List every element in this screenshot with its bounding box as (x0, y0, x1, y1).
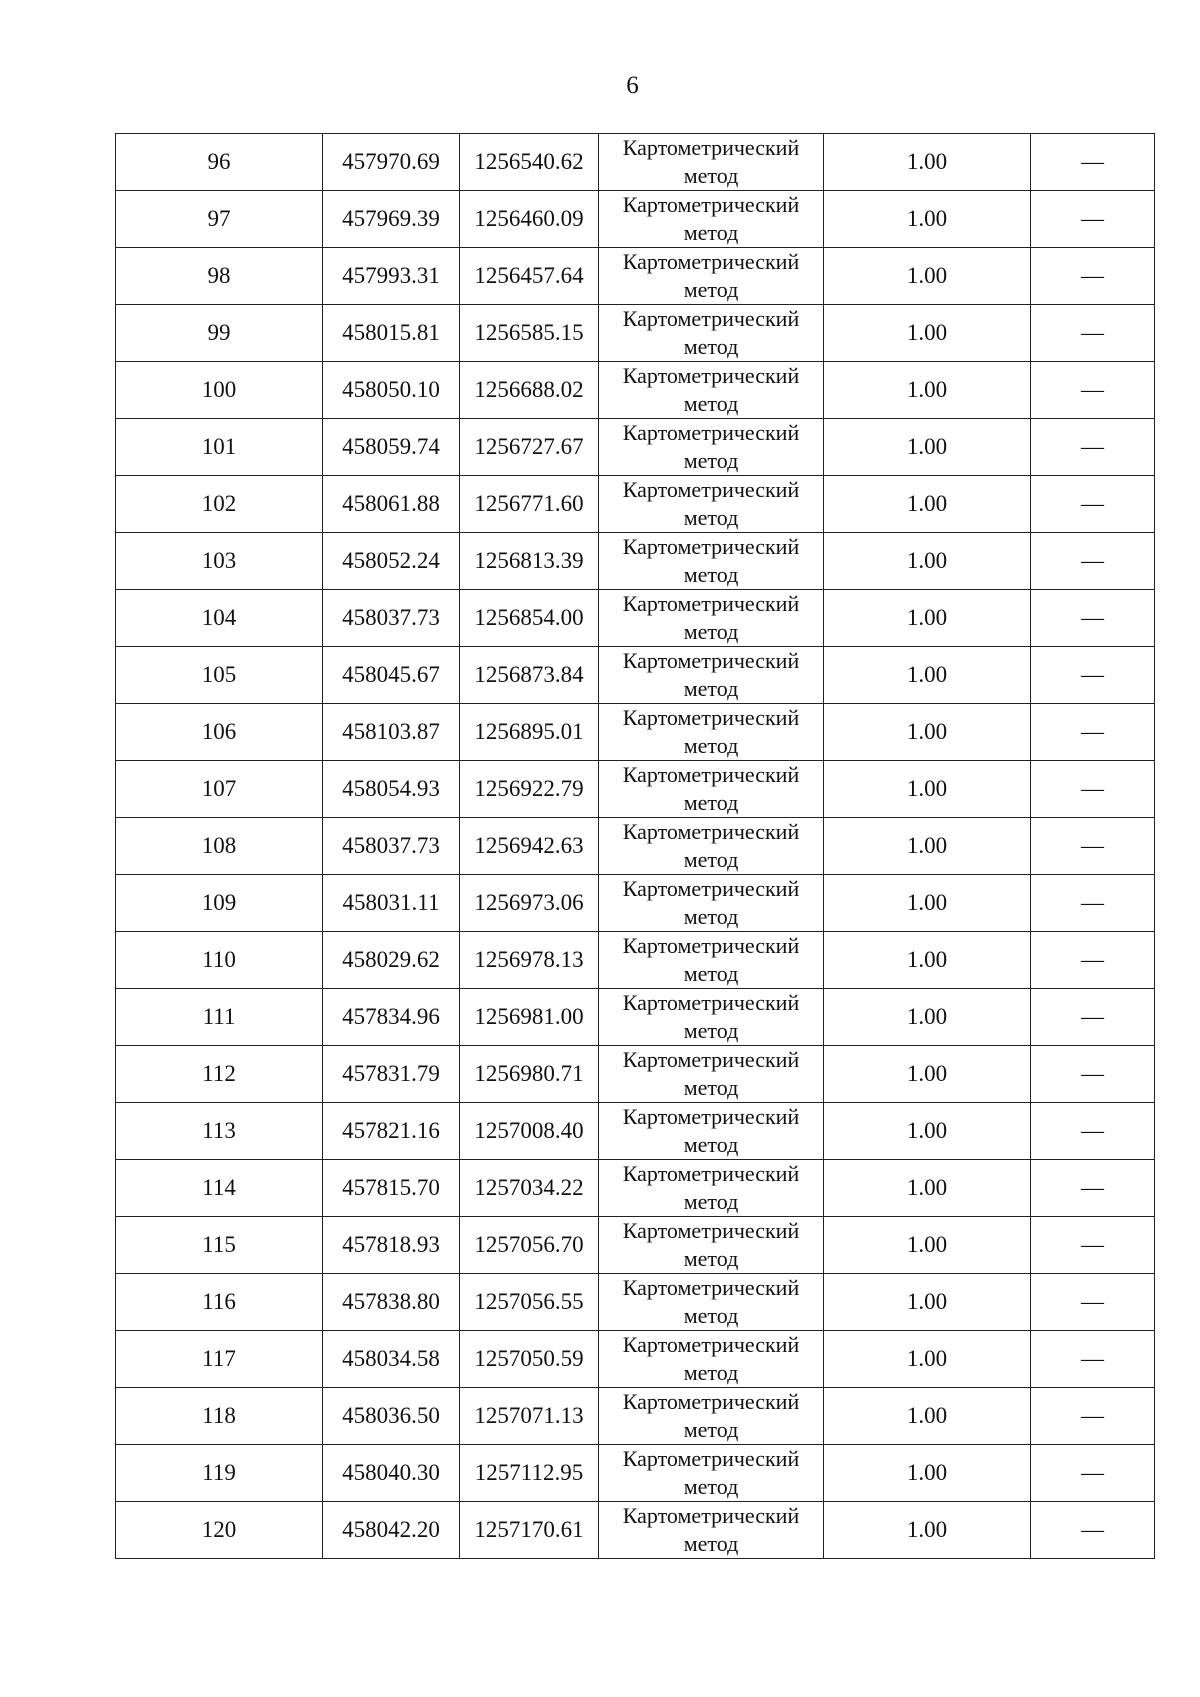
note-cell: — (1031, 191, 1155, 248)
method-line-1: Картометрический (622, 1161, 800, 1186)
table-row (116, 362, 1155, 419)
x-coordinate-cell: 457818.93 (323, 1217, 460, 1274)
x-coordinate-cell: 458037.73 (323, 818, 460, 875)
method-cell (599, 134, 824, 191)
accuracy-cell: 1.00 (824, 1502, 1031, 1559)
y-coordinate-cell: 1256973.06 (460, 875, 599, 932)
point-number-cell: 108 (116, 818, 323, 875)
x-coordinate-cell: 458040.30 (323, 1445, 460, 1502)
method-cell (599, 1274, 824, 1331)
point-number-cell: 118 (116, 1388, 323, 1445)
method-line-2: метод (683, 1075, 739, 1100)
y-coordinate-cell: 1256540.62 (460, 134, 599, 191)
table-row (116, 932, 1155, 989)
accuracy-cell: 1.00 (824, 533, 1031, 590)
x-coordinate-cell: 458037.73 (323, 590, 460, 647)
point-number-cell: 100 (116, 362, 323, 419)
y-coordinate-cell: 1256895.01 (460, 704, 599, 761)
y-coordinate-cell: 1256942.63 (460, 818, 599, 875)
method-cell (599, 761, 824, 818)
accuracy-cell: 1.00 (824, 590, 1031, 647)
point-number-cell: 97 (116, 191, 323, 248)
y-coordinate-cell: 1257050.59 (460, 1331, 599, 1388)
method-line-1: Картометрический (622, 1104, 800, 1129)
y-coordinate-cell: 1256688.02 (460, 362, 599, 419)
x-coordinate-cell: 457993.31 (323, 248, 460, 305)
note-cell: — (1031, 1274, 1155, 1331)
point-number-cell: 104 (116, 590, 323, 647)
point-number-cell: 105 (116, 647, 323, 704)
method-line-2: метод (683, 676, 739, 701)
y-coordinate-cell: 1256922.79 (460, 761, 599, 818)
method-line-1: Картометрический (622, 591, 800, 616)
x-coordinate-cell: 457821.16 (323, 1103, 460, 1160)
x-coordinate-cell: 458034.58 (323, 1331, 460, 1388)
method-line-1: Картометрический (622, 363, 800, 388)
table-row (116, 818, 1155, 875)
method-line-2: метод (683, 619, 739, 644)
accuracy-cell: 1.00 (824, 419, 1031, 476)
method-line-1: Картометрический (622, 1332, 800, 1357)
table-row (116, 248, 1155, 305)
x-coordinate-cell: 458054.93 (323, 761, 460, 818)
note-cell: — (1031, 704, 1155, 761)
note-cell: — (1031, 476, 1155, 533)
note-cell: — (1031, 1046, 1155, 1103)
method-cell (599, 932, 824, 989)
method-line-1: Картометрический (622, 1218, 800, 1243)
point-number-cell: 120 (116, 1502, 323, 1559)
method-line-1: Картометрический (622, 1047, 800, 1072)
method-cell (599, 1103, 824, 1160)
point-number-cell: 103 (116, 533, 323, 590)
method-cell (599, 362, 824, 419)
method-cell (599, 704, 824, 761)
method-line-2: метод (683, 733, 739, 758)
method-cell (599, 476, 824, 533)
method-cell (599, 533, 824, 590)
method-line-1: Картометрический (622, 762, 800, 787)
accuracy-cell: 1.00 (824, 1274, 1031, 1331)
note-cell: — (1031, 932, 1155, 989)
method-line-2: метод (683, 847, 739, 872)
y-coordinate-cell: 1257071.13 (460, 1388, 599, 1445)
x-coordinate-cell: 458015.81 (323, 305, 460, 362)
method-line-1: Картометрический (622, 1503, 800, 1528)
note-cell: — (1031, 1217, 1155, 1274)
y-coordinate-cell: 1257112.95 (460, 1445, 599, 1502)
x-coordinate-cell: 458042.20 (323, 1502, 460, 1559)
table-row (116, 761, 1155, 818)
point-number-cell: 99 (116, 305, 323, 362)
method-line-2: метод (683, 391, 739, 416)
point-number-cell: 110 (116, 932, 323, 989)
method-line-2: метод (683, 904, 739, 929)
table-row (116, 1160, 1155, 1217)
note-cell: — (1031, 305, 1155, 362)
x-coordinate-cell: 458050.10 (323, 362, 460, 419)
accuracy-cell: 1.00 (824, 191, 1031, 248)
y-coordinate-cell: 1257056.70 (460, 1217, 599, 1274)
table-row (116, 476, 1155, 533)
y-coordinate-cell: 1257008.40 (460, 1103, 599, 1160)
note-cell: — (1031, 1331, 1155, 1388)
method-line-2: метод (683, 1132, 739, 1157)
table-row (116, 590, 1155, 647)
point-number-cell: 111 (116, 989, 323, 1046)
x-coordinate-cell: 458036.50 (323, 1388, 460, 1445)
point-number-cell: 117 (116, 1331, 323, 1388)
x-coordinate-cell: 457831.79 (323, 1046, 460, 1103)
accuracy-cell: 1.00 (824, 362, 1031, 419)
accuracy-cell: 1.00 (824, 1046, 1031, 1103)
accuracy-cell: 1.00 (824, 818, 1031, 875)
y-coordinate-cell: 1256727.67 (460, 419, 599, 476)
table-row (116, 419, 1155, 476)
note-cell: — (1031, 761, 1155, 818)
page-number: 6 (626, 72, 639, 99)
table-row (116, 1331, 1155, 1388)
method-line-2: метод (683, 1531, 739, 1556)
method-line-1: Картометрический (622, 705, 800, 730)
x-coordinate-cell: 458052.24 (323, 533, 460, 590)
table-row (116, 134, 1155, 191)
method-line-2: метод (683, 1246, 739, 1271)
table-row (116, 1445, 1155, 1502)
point-number-cell: 101 (116, 419, 323, 476)
table-row (116, 1388, 1155, 1445)
coordinates-table (115, 133, 1155, 1559)
note-cell: — (1031, 1388, 1155, 1445)
method-line-1: Картометрический (622, 534, 800, 559)
method-line-1: Картометрический (622, 1389, 800, 1414)
point-number-cell: 119 (116, 1445, 323, 1502)
method-line-2: метод (683, 334, 739, 359)
y-coordinate-cell: 1256981.00 (460, 989, 599, 1046)
accuracy-cell: 1.00 (824, 476, 1031, 533)
y-coordinate-cell: 1257056.55 (460, 1274, 599, 1331)
note-cell: — (1031, 248, 1155, 305)
table-row (116, 647, 1155, 704)
note-cell: — (1031, 647, 1155, 704)
x-coordinate-cell: 458031.11 (323, 875, 460, 932)
method-line-1: Картометрический (622, 249, 800, 274)
note-cell: — (1031, 134, 1155, 191)
method-cell (599, 248, 824, 305)
accuracy-cell: 1.00 (824, 1388, 1031, 1445)
table-row (116, 533, 1155, 590)
y-coordinate-cell: 1256854.00 (460, 590, 599, 647)
method-line-1: Картометрический (622, 933, 800, 958)
method-cell (599, 1046, 824, 1103)
method-line-2: метод (683, 1189, 739, 1214)
point-number-cell: 112 (116, 1046, 323, 1103)
method-line-1: Картометрический (622, 192, 800, 217)
note-cell: — (1031, 1103, 1155, 1160)
x-coordinate-cell: 458045.67 (323, 647, 460, 704)
table-row (116, 1502, 1155, 1559)
y-coordinate-cell: 1256585.15 (460, 305, 599, 362)
method-cell (599, 191, 824, 248)
x-coordinate-cell: 457815.70 (323, 1160, 460, 1217)
accuracy-cell: 1.00 (824, 704, 1031, 761)
method-line-1: Картометрический (622, 819, 800, 844)
method-line-2: метод (683, 1360, 739, 1385)
method-cell (599, 1217, 824, 1274)
method-cell (599, 1502, 824, 1559)
table-row (116, 989, 1155, 1046)
method-cell (599, 1331, 824, 1388)
y-coordinate-cell: 1257170.61 (460, 1502, 599, 1559)
point-number-cell: 116 (116, 1274, 323, 1331)
accuracy-cell: 1.00 (824, 1217, 1031, 1274)
note-cell: — (1031, 818, 1155, 875)
point-number-cell: 98 (116, 248, 323, 305)
table-row (116, 875, 1155, 932)
y-coordinate-cell: 1256978.13 (460, 932, 599, 989)
point-number-cell: 96 (116, 134, 323, 191)
method-line-2: метод (683, 790, 739, 815)
x-coordinate-cell: 458029.62 (323, 932, 460, 989)
table-row (116, 191, 1155, 248)
method-cell (599, 1445, 824, 1502)
accuracy-cell: 1.00 (824, 989, 1031, 1046)
method-line-2: метод (683, 562, 739, 587)
y-coordinate-cell: 1257034.22 (460, 1160, 599, 1217)
note-cell: — (1031, 989, 1155, 1046)
method-cell (599, 875, 824, 932)
y-coordinate-cell: 1256771.60 (460, 476, 599, 533)
point-number-cell: 109 (116, 875, 323, 932)
point-number-cell: 115 (116, 1217, 323, 1274)
y-coordinate-cell: 1256457.64 (460, 248, 599, 305)
method-cell (599, 647, 824, 704)
method-line-2: метод (683, 277, 739, 302)
method-line-1: Картометрический (622, 420, 800, 445)
accuracy-cell: 1.00 (824, 305, 1031, 362)
table-row (116, 1103, 1155, 1160)
method-line-2: метод (683, 1303, 739, 1328)
note-cell: — (1031, 362, 1155, 419)
table-row (116, 1274, 1155, 1331)
method-line-2: метод (683, 1417, 739, 1442)
method-cell (599, 305, 824, 362)
note-cell: — (1031, 1502, 1155, 1559)
point-number-cell: 102 (116, 476, 323, 533)
table-row (116, 1046, 1155, 1103)
x-coordinate-cell: 458103.87 (323, 704, 460, 761)
note-cell: — (1031, 590, 1155, 647)
note-cell: — (1031, 1160, 1155, 1217)
accuracy-cell: 1.00 (824, 1445, 1031, 1502)
method-cell (599, 989, 824, 1046)
y-coordinate-cell: 1256980.71 (460, 1046, 599, 1103)
y-coordinate-cell: 1256813.39 (460, 533, 599, 590)
method-cell (599, 590, 824, 647)
note-cell: — (1031, 533, 1155, 590)
point-number-cell: 106 (116, 704, 323, 761)
table-row (116, 704, 1155, 761)
method-cell (599, 1160, 824, 1217)
accuracy-cell: 1.00 (824, 761, 1031, 818)
x-coordinate-cell: 457838.80 (323, 1274, 460, 1331)
y-coordinate-cell: 1256873.84 (460, 647, 599, 704)
method-line-1: Картометрический (622, 1275, 800, 1300)
coordinates-table-body (116, 134, 1155, 1559)
x-coordinate-cell: 457834.96 (323, 989, 460, 1046)
x-coordinate-cell: 457970.69 (323, 134, 460, 191)
table-row (116, 305, 1155, 362)
point-number-cell: 107 (116, 761, 323, 818)
y-coordinate-cell: 1256460.09 (460, 191, 599, 248)
accuracy-cell: 1.00 (824, 875, 1031, 932)
method-line-2: метод (683, 505, 739, 530)
note-cell: — (1031, 419, 1155, 476)
accuracy-cell: 1.00 (824, 1331, 1031, 1388)
method-line-1: Картометрический (622, 990, 800, 1015)
method-line-1: Картометрический (622, 1446, 800, 1471)
accuracy-cell: 1.00 (824, 248, 1031, 305)
table-row (116, 1217, 1155, 1274)
accuracy-cell: 1.00 (824, 932, 1031, 989)
point-number-cell: 113 (116, 1103, 323, 1160)
method-line-2: метод (683, 163, 739, 188)
note-cell: — (1031, 1445, 1155, 1502)
method-line-2: метод (683, 1018, 739, 1043)
accuracy-cell: 1.00 (824, 134, 1031, 191)
x-coordinate-cell: 458059.74 (323, 419, 460, 476)
accuracy-cell: 1.00 (824, 1160, 1031, 1217)
note-cell: — (1031, 875, 1155, 932)
method-line-2: метод (683, 1474, 739, 1499)
x-coordinate-cell: 457969.39 (323, 191, 460, 248)
point-number-cell: 114 (116, 1160, 323, 1217)
method-line-1: Картометрический (622, 477, 800, 502)
method-line-2: метод (683, 961, 739, 986)
method-cell (599, 1388, 824, 1445)
method-line-1: Картометрический (622, 135, 800, 160)
method-line-1: Картометрический (622, 648, 800, 673)
method-cell (599, 818, 824, 875)
method-line-1: Картометрический (622, 306, 800, 331)
method-line-1: Картометрический (622, 876, 800, 901)
method-line-2: метод (683, 448, 739, 473)
method-cell (599, 419, 824, 476)
x-coordinate-cell: 458061.88 (323, 476, 460, 533)
method-line-2: метод (683, 220, 739, 245)
accuracy-cell: 1.00 (824, 1103, 1031, 1160)
accuracy-cell: 1.00 (824, 647, 1031, 704)
